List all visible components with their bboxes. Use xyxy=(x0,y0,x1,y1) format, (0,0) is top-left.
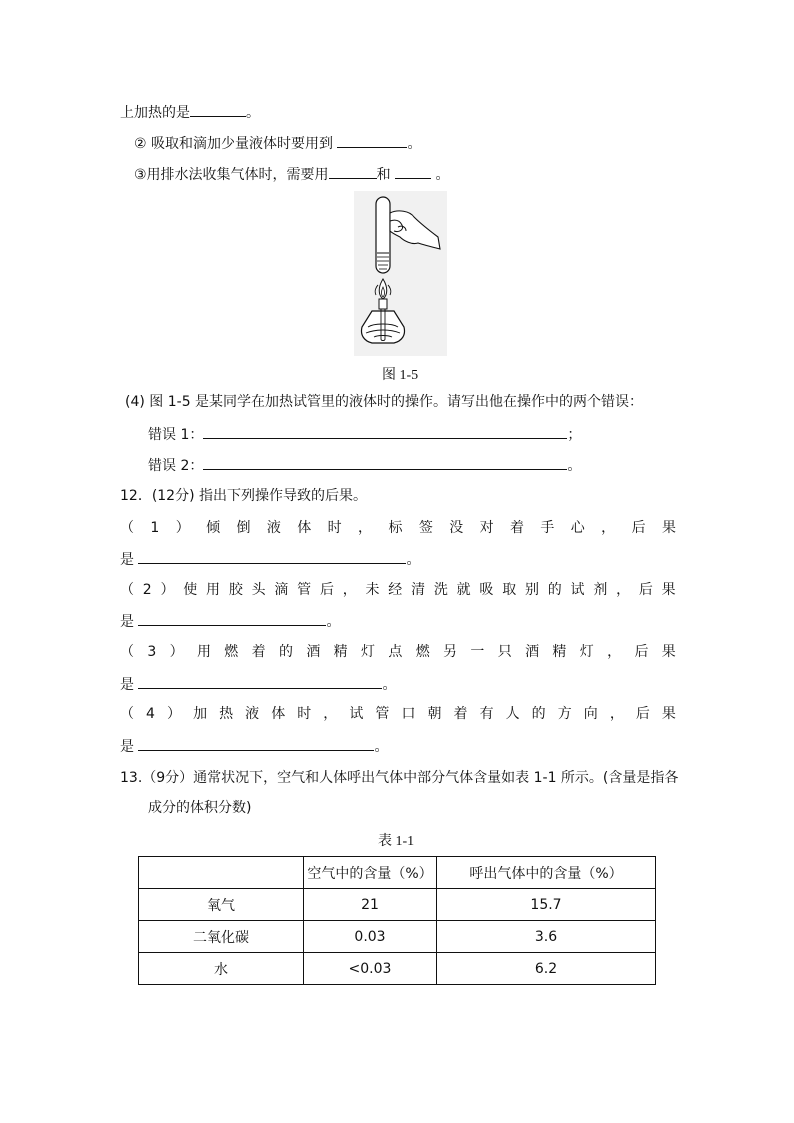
figure-caption: 图 1-5 xyxy=(382,368,419,383)
spread-char: （ xyxy=(120,706,134,722)
spread-char: 时 xyxy=(297,706,312,722)
spread-char: 清 xyxy=(411,582,426,598)
q12-title: 12．(12分) 指出下列操作导致的后果。 xyxy=(120,488,368,504)
test-tube-heating-illustration xyxy=(354,191,447,356)
answer-blank[interactable] xyxy=(329,164,377,179)
table-row xyxy=(139,889,656,921)
spread-char: 后 xyxy=(635,706,650,722)
punct: 。 xyxy=(435,167,450,183)
spread-char: 胶 xyxy=(228,582,243,598)
punct: 。 xyxy=(326,614,341,630)
q11-line-a xyxy=(120,102,260,123)
spread-char: 吸 xyxy=(479,582,494,598)
spread-char: 2 xyxy=(142,582,152,598)
table-header-cell xyxy=(139,857,304,889)
punct: ； xyxy=(567,427,582,443)
table-cell: 0.03 xyxy=(304,921,437,953)
spread-char: ） xyxy=(169,644,184,660)
spread-char: 使 xyxy=(183,582,198,598)
spread-char: 头 xyxy=(251,582,266,598)
spread-char: 签 xyxy=(418,520,433,536)
spread-char: 试 xyxy=(570,582,585,598)
spread-char: 用 xyxy=(206,582,221,598)
q12-item1-line1 xyxy=(120,518,676,538)
spread-char: ） xyxy=(167,706,182,722)
table-caption: 表 1-1 xyxy=(378,834,415,849)
answer-blank[interactable] xyxy=(190,102,246,117)
q12-item4-line1 xyxy=(120,704,676,724)
q12-item2-blank[interactable] xyxy=(138,611,326,626)
spread-char: ） xyxy=(175,520,190,536)
spread-char: 灯 xyxy=(579,644,594,660)
spread-char: ， xyxy=(323,706,338,722)
spread-char: 后 xyxy=(319,582,334,598)
spread-char: 液 xyxy=(245,706,260,722)
q11-line-a-text: 上加热的是 xyxy=(120,105,190,121)
q12-item2-line2 xyxy=(120,611,340,632)
spread-char: 人 xyxy=(505,706,520,722)
spread-char: （ xyxy=(120,582,134,598)
spread-char: （ xyxy=(120,644,134,660)
spread-char: 标 xyxy=(388,520,403,536)
spread-char: 3 xyxy=(147,644,157,660)
q12-item4-blank[interactable] xyxy=(138,736,374,751)
spread-char: 酒 xyxy=(306,644,321,660)
spread-char: 有 xyxy=(479,706,494,722)
spread-char: 的 xyxy=(531,706,546,722)
gas-content-table xyxy=(138,856,656,985)
spread-char: 朝 xyxy=(427,706,442,722)
spread-char: 体 xyxy=(297,520,312,536)
spread-char: 洗 xyxy=(433,582,448,598)
spread-char: 别 xyxy=(524,582,539,598)
spread-char: 点 xyxy=(388,644,403,660)
spread-char: 对 xyxy=(479,520,494,536)
spread-char: ） xyxy=(160,582,175,598)
q12-item1-line2 xyxy=(120,549,420,570)
spread-char: 体 xyxy=(271,706,286,722)
q13-line2: 成分的体积分数) xyxy=(148,800,252,816)
table-row xyxy=(139,953,656,985)
spread-char: 精 xyxy=(333,644,348,660)
punct: 。 xyxy=(382,677,397,693)
spread-char: （ xyxy=(120,520,134,536)
q12-item3-line2 xyxy=(120,674,396,695)
spread-char: ， xyxy=(601,520,616,536)
q12-item4-line2 xyxy=(120,736,388,757)
table-header-row xyxy=(139,857,656,889)
q11-part4: (4) 图 1-5 是某同学在加热试管里的液体时的操作。请写出他在操作中的两个错误： xyxy=(125,394,644,410)
q12-item3-blank[interactable] xyxy=(138,674,382,689)
punct: 。 xyxy=(407,136,422,152)
spread-char: 管 xyxy=(375,706,390,722)
table-cell: 氧气 xyxy=(139,889,304,921)
prefix: 是 xyxy=(120,614,134,630)
table-header-cell: 呼出气体中的含量（%） xyxy=(437,857,656,889)
spread-char: 着 xyxy=(453,706,468,722)
q11-item2-text: ② 吸取和滴加少量液体时要用到 xyxy=(134,136,334,152)
q11-item3-and: 和 xyxy=(376,167,391,183)
error2-blank[interactable] xyxy=(203,455,567,470)
spread-char: ， xyxy=(616,582,631,598)
table-cell: 6.2 xyxy=(437,953,656,985)
spread-char: 的 xyxy=(547,582,562,598)
spread-char: ， xyxy=(342,582,357,598)
table-cell: <0.03 xyxy=(304,953,437,985)
punct: 。 xyxy=(374,739,389,755)
table-row xyxy=(139,921,656,953)
answer-blank[interactable] xyxy=(337,133,407,148)
table-cell: 3.6 xyxy=(437,921,656,953)
spread-char: 向 xyxy=(583,706,598,722)
spread-char: 燃 xyxy=(415,644,430,660)
error2-label: 错误 2： xyxy=(148,458,204,474)
punct: 。 xyxy=(246,105,260,121)
spread-char: 后 xyxy=(634,644,649,660)
spread-char: 没 xyxy=(449,520,464,536)
q12-item2-line1 xyxy=(120,580,676,600)
q11-item2 xyxy=(134,133,421,154)
spread-char: 加 xyxy=(193,706,208,722)
table-header-cell: 空气中的含量（%） xyxy=(304,857,437,889)
spread-char: ， xyxy=(607,644,622,660)
spread-char: 酒 xyxy=(525,644,540,660)
spread-char: 后 xyxy=(638,582,653,598)
spread-char: 滴 xyxy=(274,582,289,598)
q11-item3 xyxy=(134,164,449,185)
prefix: 是 xyxy=(120,677,134,693)
q11-error1 xyxy=(148,424,581,445)
spread-char: 方 xyxy=(557,706,572,722)
figure-test-tube-heating xyxy=(354,191,447,356)
spread-char: 的 xyxy=(278,644,293,660)
spread-char: 倒 xyxy=(236,520,251,536)
spread-char: 后 xyxy=(631,520,646,536)
spread-char: 热 xyxy=(219,706,234,722)
spread-char: 灯 xyxy=(361,644,376,660)
q12-item1-blank[interactable] xyxy=(138,549,406,564)
spread-char: 另 xyxy=(443,644,458,660)
spread-char: 手 xyxy=(540,520,555,536)
spread-char: 果 xyxy=(661,582,676,598)
spread-char: ， xyxy=(609,706,624,722)
spread-char: 倾 xyxy=(206,520,221,536)
answer-blank[interactable] xyxy=(395,164,431,179)
table-cell: 二氧化碳 xyxy=(139,921,304,953)
q12-item3-line1 xyxy=(120,642,676,662)
prefix: 是 xyxy=(120,739,134,755)
spread-char: 液 xyxy=(266,520,281,536)
error1-blank[interactable] xyxy=(203,424,567,439)
spread-char: 剂 xyxy=(593,582,608,598)
spread-char: 时 xyxy=(327,520,342,536)
spread-char: 果 xyxy=(661,520,676,536)
spread-char: 精 xyxy=(552,644,567,660)
table-cell: 15.7 xyxy=(437,889,656,921)
spread-char: 着 xyxy=(510,520,524,536)
spread-char: 未 xyxy=(365,582,380,598)
spread-char: 燃 xyxy=(224,644,239,660)
spread-char: 果 xyxy=(661,706,676,722)
prefix: 是 xyxy=(120,552,134,568)
spread-char: 经 xyxy=(388,582,403,598)
spread-char: 4 xyxy=(146,706,155,722)
table-cell: 水 xyxy=(139,953,304,985)
spread-char: 试 xyxy=(349,706,364,722)
spread-char: 取 xyxy=(502,582,517,598)
spread-char: 用 xyxy=(196,644,211,660)
spread-char: 口 xyxy=(401,706,416,722)
spread-char: 一 xyxy=(470,644,485,660)
spread-char: 着 xyxy=(251,644,266,660)
punct: 。 xyxy=(567,458,582,474)
spread-char: 管 xyxy=(297,582,312,598)
spread-char: 1 xyxy=(150,520,160,536)
spread-char: 果 xyxy=(661,644,676,660)
spread-char: 只 xyxy=(497,644,512,660)
spread-char: 就 xyxy=(456,582,471,598)
q13-line1: 13.（9分）通常状况下，空气和人体呼出气体中部分气体含量如表 1-1 所示。(含量是指各 xyxy=(120,770,679,786)
spread-char: ， xyxy=(358,520,373,536)
table-cell: 21 xyxy=(304,889,437,921)
q11-error2 xyxy=(148,455,581,476)
spread-char: 心 xyxy=(570,520,585,536)
punct: 。 xyxy=(406,552,421,568)
q11-item3-text: ③用排水法收集气体时，需要用 xyxy=(134,167,329,183)
error1-label: 错误 1： xyxy=(148,427,204,443)
